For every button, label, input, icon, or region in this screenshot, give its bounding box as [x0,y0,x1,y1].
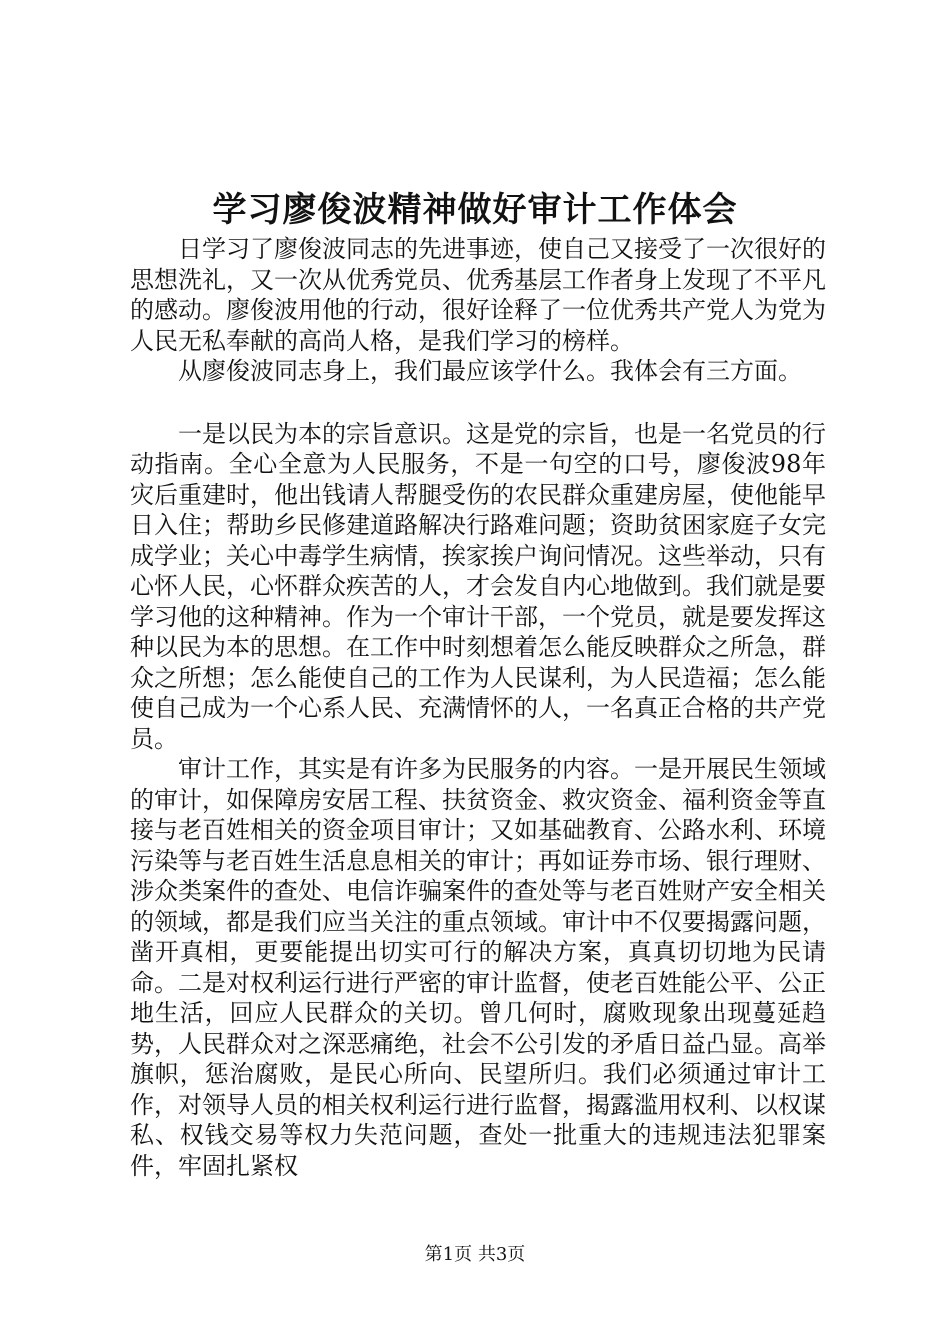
paragraph-question: 从廖俊波同志身上，我们最应该学什么。我体会有三方面。 [178,357,802,385]
paragraph-gap [130,387,826,419]
page-number-footer: 第1页 共3页 [424,1244,526,1265]
document-title: 学习廖俊波精神做好审计工作体会 [212,190,738,230]
paragraph-intro: 日学习了廖俊波同志的先进事迹，使自己又接受了一次很好的思想洗礼，又一次从优秀党员、优秀基层工作者身上发现了不平凡的感动。廖俊波用他的行动，很好诠释了一位优秀共产党人为党为人民无私奉献的高尚人格，是我们学习的榜样。 [130,235,826,355]
paragraph-audit-work: 审计工作，其实是有许多为民服务的内容。一是开展民生领域的审计，如保障房安居工程、扶贫资金、救灾资金、福利资金等直接与老百姓相关的资金项目审计；又如基础教育、公路水利、环境污染等与老百姓生活息息相关的审计；再如证券市场、银行理财、涉众类案件的查处、电信诈骗案件的查处等与老百姓财产安全相关的领域，都是我们应当关注的重点领域。审计中不仅要揭露问题，凿开真相，更要能提出切实可行的解决方案，真真切切地为民请命。二是对权利运行进行严密的审计监督，使老百姓能公平、公正地生活，回应人民群众的关切。曾几何时，腐败现象出现蔓延趋势，人民群众对之深恶痛绝，社会不公引发的矛盾日益凸显。高举旗帜，惩治腐败，是民心所向、民望所归。我们必须通过审计工作，对领导人员的相关权利运行进行监督，揭露滥用权利、以权谋私、权钱交易等权力失范问题，查处一批重大的违规违法犯罪案件，牢固扎紧权 [130,755,826,1180]
paragraph-point-one: 一是以民为本的宗旨意识。这是党的宗旨，也是一名党员的行动指南。全心全意为人民服务，不是一句空的口号，廖俊波98年灾后重建时，他出钱请人帮腿受伤的农民群众重建房屋，使他能早日入住；帮助乡民修建道路解决行路难问题；资助贫困家庭子女完成学业；关心中毒学生病情，挨家挨户询问情况。这些举动，只有心怀人民，心怀群众疾苦的人，才会发自内心地做到。我们就是要学习他的这种精神。作为一个审计干部，一个党员，就是要发挥这种以民为本的思想。在工作中时刻想着怎么能反映群众之所急，群众之所想；怎么能使自己的工作为人民谋利，为人民造福；怎么能使自己成为一个心系人民、充满情怀的人，一名真正合格的共产党员。 [130,419,826,753]
document-body [130,234,826,1181]
